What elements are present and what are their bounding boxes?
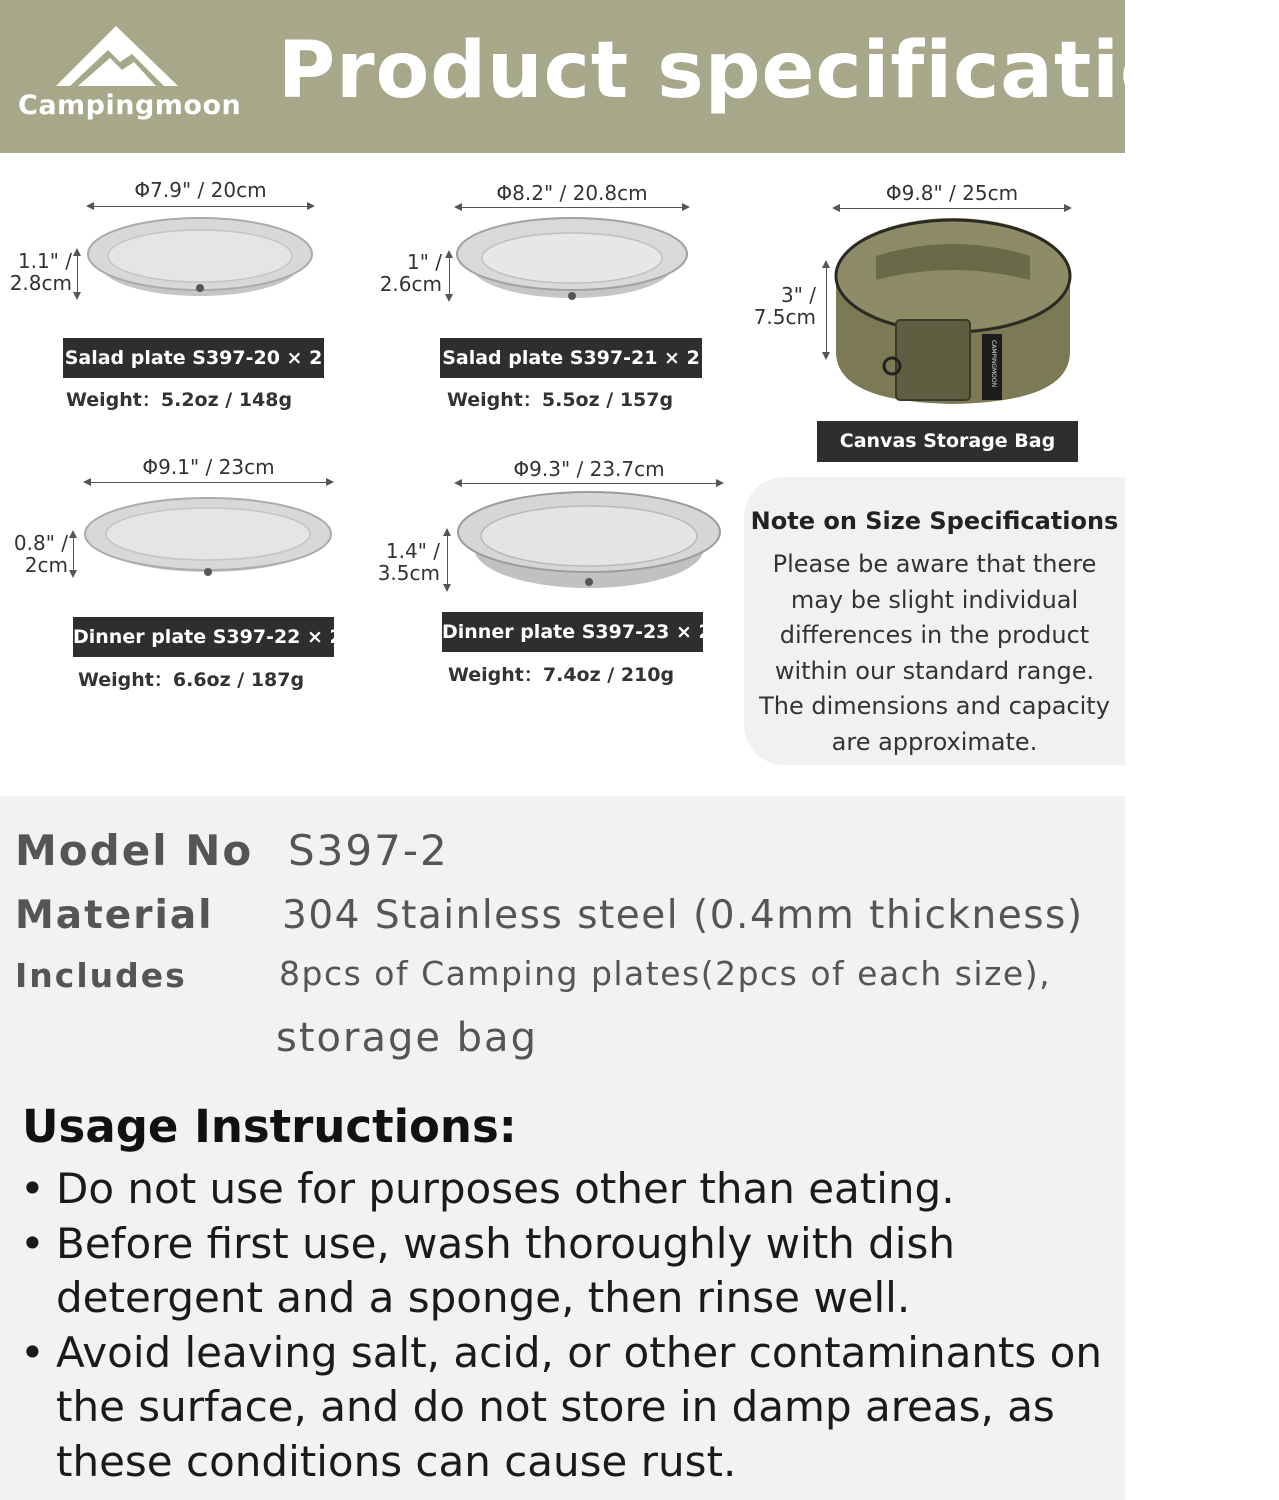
weight-text: Weight：7.4oz / 210g xyxy=(448,664,675,686)
bullet-icon: • xyxy=(20,1327,45,1377)
height-arrow xyxy=(447,530,448,590)
includes-value-line1: 8pcs of Camping plates(2pcs of each size), xyxy=(279,954,1052,993)
model-value: S397-2 xyxy=(288,826,449,875)
usage-title: Usage Instructions: xyxy=(22,1100,517,1153)
diameter-label: Φ7.9" / 20cm xyxy=(134,178,267,202)
mountain-icon xyxy=(56,24,178,88)
list-item: • Before first use, wash thoroughly with dish detergent and a sponge, then rinse well. xyxy=(20,1218,955,1322)
weight-text: Weight：6.6oz / 187g xyxy=(78,669,305,691)
includes-value-line2: storage bag xyxy=(276,1015,538,1061)
list-item: • Avoid leaving salt, acid, or other contaminants on the surface, and do not store in damp areas, as these conditions can cause rust. xyxy=(20,1327,1102,1486)
plate-image xyxy=(86,216,314,300)
height-label: 1.4" / 3.5cm xyxy=(377,539,440,585)
weight-text: Weight：5.5oz / 157g xyxy=(447,389,674,411)
includes-key: Includes xyxy=(15,956,187,995)
plate-image xyxy=(455,216,689,302)
diameter-label: Φ9.3" / 23.7cm xyxy=(513,457,665,481)
material-key: Material xyxy=(15,893,214,938)
height-label: 0.8" / 2cm xyxy=(13,531,68,577)
height-label: 1.1" / 2.8cm xyxy=(9,249,72,295)
product-label: Dinner plate S397-23 × 2 xyxy=(442,612,703,652)
product-label: Salad plate S397-21 × 2 xyxy=(440,338,702,378)
width-arrow xyxy=(88,206,313,207)
height-arrow xyxy=(73,532,74,576)
product-label: Canvas Storage Bag xyxy=(817,421,1078,462)
size-note-box xyxy=(744,477,1125,765)
weight-text: Weight：5.2oz / 148g xyxy=(66,389,293,411)
product-label: Dinner plate S397-22 × 2 xyxy=(73,617,334,657)
plate-image xyxy=(83,494,334,580)
bullet-icon: • xyxy=(20,1164,45,1213)
usage-list xyxy=(20,1162,1120,1489)
header-banner xyxy=(0,0,1279,153)
height-label: 1" / 2.6cm xyxy=(379,250,442,296)
height-label: 3" / 7.5cm xyxy=(753,283,816,329)
bag-image xyxy=(832,216,1074,406)
diameter-label: Φ9.8" / 25cm xyxy=(885,181,1019,205)
product-label: Salad plate S397-20 × 2 xyxy=(63,338,324,378)
note-title: Note on Size Specifications xyxy=(750,507,1119,535)
svg-text:CAMPINGMOON: CAMPINGMOON xyxy=(990,340,997,388)
width-arrow xyxy=(456,483,722,484)
brand-logo xyxy=(18,24,242,134)
model-key: Model No xyxy=(15,826,254,875)
height-arrow xyxy=(449,252,450,300)
height-arrow xyxy=(826,262,827,358)
diameter-label: Φ8.2" / 20.8cm xyxy=(496,181,648,205)
material-value: 304 Stainless steel (0.4mm thickness) xyxy=(282,893,1084,938)
width-arrow xyxy=(456,207,688,208)
list-item: • Do not use for purposes other than eating. xyxy=(20,1162,1120,1217)
width-arrow xyxy=(834,208,1070,209)
height-arrow xyxy=(77,250,78,298)
bullet-icon: • xyxy=(20,1218,45,1268)
brand-name: Campingmoon xyxy=(18,90,242,121)
diameter-label: Φ9.1" / 23cm xyxy=(142,455,275,479)
note-body: Please be aware that there may be slight individual differences in the product within our standard range. The dimensions and capacity are approximate. xyxy=(759,550,1110,756)
width-arrow xyxy=(85,482,332,483)
page-title: Product specifications xyxy=(278,26,1279,116)
plate-image xyxy=(456,490,722,592)
